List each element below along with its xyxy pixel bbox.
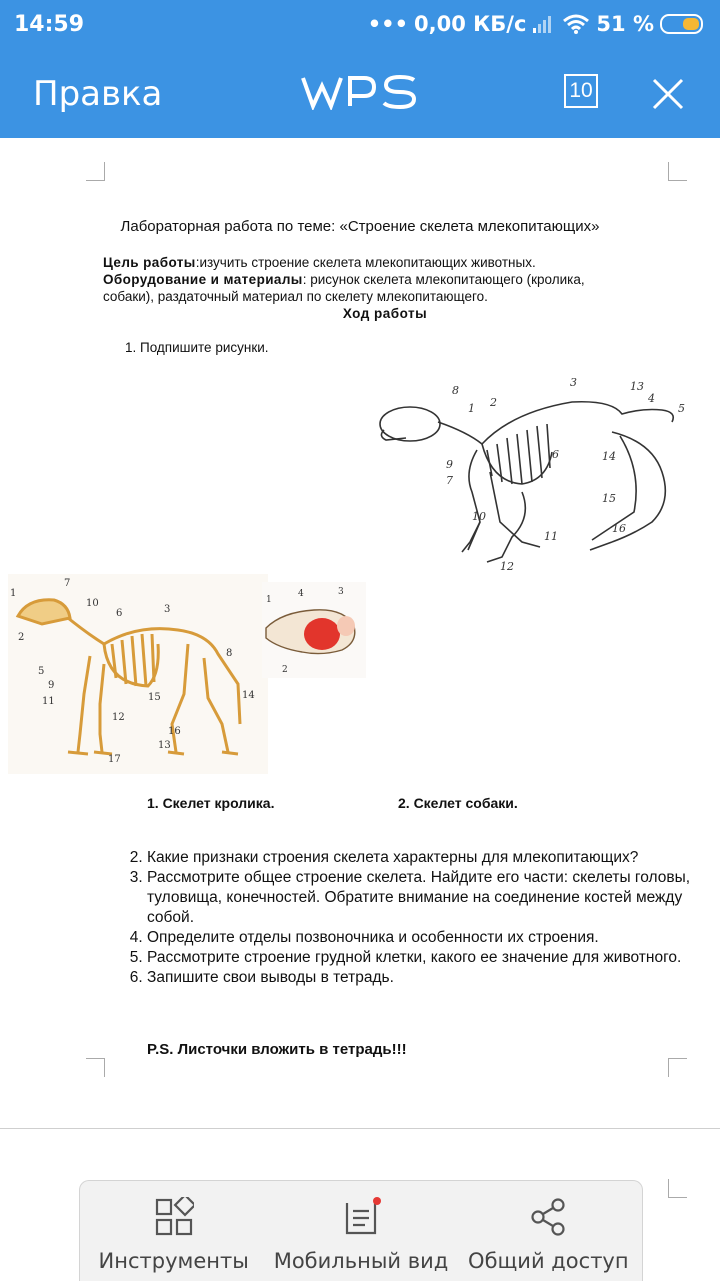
task-1: 1. Подпишите рисунки.	[125, 340, 269, 355]
mobile-view-label: Мобильный вид	[273, 1249, 449, 1273]
list-item: 4. Определите отделы позвоночника и особенности их строения.	[147, 928, 707, 948]
ps-note: P.S. Листочки вложить в тетрадь!!!	[147, 1041, 407, 1058]
svg-text:7: 7	[64, 578, 71, 589]
svg-text:7: 7	[446, 474, 453, 487]
mobile-view-button[interactable]	[267, 1181, 454, 1281]
goal-label: Цель работы	[103, 255, 196, 270]
goal-text: :изучить строение скелета млекопитающих животных.	[195, 255, 536, 270]
list-item: 3. Рассмотрите общее строение скелета. Найдите его части: скелеты головы, туловища, конечностей. Обратите внимание на соединение костей между собой.	[147, 868, 707, 928]
document-page[interactable]	[0, 138, 720, 1128]
svg-text:12: 12	[500, 560, 514, 572]
wps-logo	[300, 74, 418, 110]
share-icon	[528, 1197, 568, 1237]
svg-text:15: 15	[602, 492, 616, 505]
share-label: Общий доступ	[468, 1249, 629, 1273]
edit-button[interactable]: Правка	[33, 74, 163, 114]
svg-text:1: 1	[266, 595, 272, 605]
svg-text:5: 5	[38, 666, 45, 677]
page-corner-mark	[668, 1179, 687, 1198]
battery-percent: 51 %	[596, 12, 654, 36]
list-item: 6. Запишите свои выводы в тетрадь.	[147, 968, 707, 988]
svg-text:10: 10	[472, 510, 486, 523]
svg-text:11: 11	[544, 530, 558, 543]
svg-text:11: 11	[42, 696, 55, 707]
tools-button[interactable]	[80, 1181, 267, 1281]
bottom-toolbar	[79, 1180, 643, 1281]
dog-skeleton-image	[8, 574, 268, 774]
goal-line	[103, 255, 536, 270]
app-bar	[0, 52, 720, 138]
document-title: Лабораторная работа по теме: «Строение скелета млекопитающих»	[120, 218, 600, 235]
share-button[interactable]	[455, 1181, 642, 1281]
mobile-view-icon	[341, 1197, 381, 1237]
svg-text:13: 13	[158, 740, 171, 751]
svg-text:8: 8	[226, 648, 233, 659]
page-corner-mark	[86, 162, 105, 181]
svg-text:16: 16	[168, 726, 181, 737]
wifi-icon	[562, 14, 590, 34]
svg-text:1: 1	[468, 402, 475, 415]
rabbit-skeleton-image	[372, 372, 702, 572]
svg-text:14: 14	[602, 450, 616, 463]
svg-text:9: 9	[48, 680, 55, 691]
progress-heading: Ход работы	[342, 306, 428, 321]
svg-text:8: 8	[452, 384, 459, 397]
svg-text:12: 12	[112, 712, 125, 723]
svg-text:4: 4	[648, 392, 655, 405]
svg-text:2: 2	[282, 665, 288, 675]
page-corner-mark	[86, 1058, 105, 1077]
dog-skull-image	[262, 582, 366, 678]
list-item: 5. Рассмотрите строение грудной клетки, какого ее значение для животного.	[147, 948, 707, 968]
caption-dog: 2. Скелет собаки.	[398, 795, 518, 811]
tools-label: Инструменты	[98, 1249, 249, 1273]
svg-text:9: 9	[446, 458, 453, 471]
status-bar	[0, 0, 720, 52]
status-right	[368, 12, 706, 36]
questions-list	[103, 848, 707, 988]
svg-text:5: 5	[678, 402, 685, 415]
tools-icon	[154, 1197, 194, 1237]
svg-text:2: 2	[18, 632, 25, 643]
svg-text:3: 3	[338, 587, 344, 597]
svg-text:6: 6	[552, 448, 559, 461]
svg-text:4: 4	[298, 589, 304, 599]
page-count-button[interactable]: 10	[564, 74, 598, 108]
svg-text:3: 3	[164, 604, 171, 615]
caption-rabbit: 1. Скелет кролика.	[147, 795, 275, 811]
svg-text:3: 3	[570, 376, 577, 389]
svg-text:10: 10	[86, 598, 99, 609]
list-item: 2. Какие признаки строения скелета характерны для млекопитающих?	[147, 848, 707, 868]
network-speed: 0,00 КБ/с	[414, 12, 527, 36]
equipment-label: Оборудование и материалы	[103, 272, 303, 287]
svg-text:16: 16	[612, 522, 626, 535]
equipment-text-continued: собаки), раздаточный материал по скелету млекопитающего.	[103, 289, 488, 304]
dots-icon: •••	[367, 12, 408, 36]
signal-icon	[532, 14, 556, 34]
battery-icon	[660, 13, 706, 35]
svg-text:2: 2	[490, 396, 497, 409]
svg-text:13: 13	[630, 380, 644, 393]
equipment-line	[103, 272, 585, 287]
svg-text:1: 1	[10, 588, 17, 599]
svg-text:15: 15	[148, 692, 161, 703]
equipment-text: : рисунок скелета млекопитающего (кролика,	[302, 272, 585, 287]
page-corner-mark	[668, 162, 687, 181]
status-time: 14:59	[14, 12, 85, 37]
close-icon[interactable]	[652, 78, 684, 110]
svg-text:17: 17	[108, 754, 121, 765]
page-corner-mark	[668, 1058, 687, 1077]
svg-text:14: 14	[242, 690, 255, 701]
svg-text:6: 6	[116, 608, 123, 619]
